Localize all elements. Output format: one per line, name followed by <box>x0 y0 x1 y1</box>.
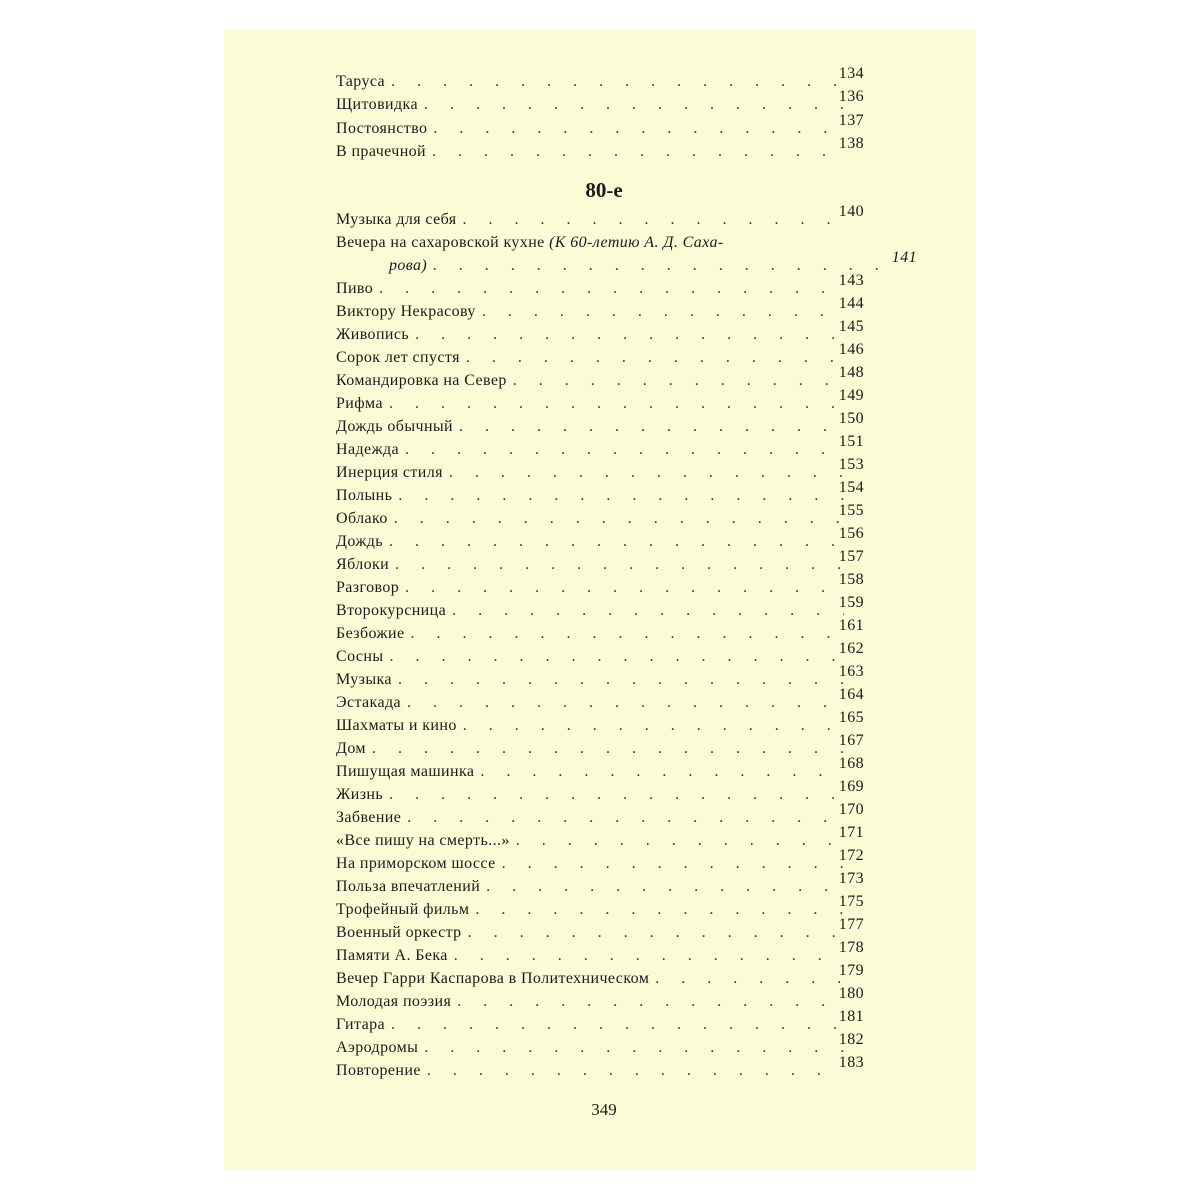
toc-entry-page: 177 <box>838 916 864 933</box>
toc-leader-dots <box>394 509 844 529</box>
toc-entry-title-text: Второкурсница <box>336 602 447 619</box>
toc-entry <box>336 364 864 391</box>
toc-entry-title-text: Эстакада <box>336 694 402 711</box>
toc-entry-page: 145 <box>838 318 864 335</box>
toc-leader-dots <box>459 417 844 437</box>
toc-entry-title-text: Польза впечатлений <box>336 878 481 895</box>
toc-entry-title <box>336 348 460 368</box>
toc-entry-title <box>336 302 476 322</box>
toc-entry-title-text: Музыка для себя <box>336 211 457 228</box>
toc-entry-page: 134 <box>838 65 864 82</box>
toc-leader-dots <box>379 279 844 299</box>
book-page <box>224 30 976 1170</box>
toc-entry-page: 144 <box>838 295 864 312</box>
toc-entry-title-text: Командировка на Север <box>336 372 507 389</box>
toc-entry-page: 153 <box>838 456 864 473</box>
toc-entry <box>336 272 864 299</box>
toc-entry-title-text: Вечер Гарри Каспарова в Политехническом <box>336 970 650 987</box>
toc-entry-title-text: Дом <box>336 740 366 757</box>
toc-entry-title <box>336 739 366 759</box>
toc-entry <box>336 341 864 368</box>
toc-entry-title <box>336 946 448 966</box>
toc-entry-title-text: Инерция стиля <box>336 464 443 481</box>
toc-entry-title-text: В прачечной <box>336 142 427 160</box>
toc-entry-title <box>336 509 388 529</box>
toc-entry-page: 158 <box>838 571 864 588</box>
toc-entry-page: 171 <box>838 824 864 841</box>
toc-entry-page: 179 <box>838 962 864 979</box>
toc-leader-dots <box>410 624 844 644</box>
toc-entry-title <box>336 900 469 920</box>
toc-entry-page: 140 <box>838 203 864 220</box>
toc-entry-title <box>336 854 496 874</box>
toc-entry-title-italic: рова) <box>389 257 428 274</box>
toc-leader-dots <box>424 95 844 115</box>
toc-entry-title <box>336 785 383 805</box>
toc-entry <box>389 249 917 276</box>
toc-entry-title <box>336 142 426 162</box>
toc-entry-title <box>336 463 443 483</box>
toc-entry <box>336 916 864 943</box>
toc-entry-page: 155 <box>838 502 864 519</box>
toc-entry-title <box>336 831 510 851</box>
toc-entry-page: 173 <box>838 870 864 887</box>
toc-entry <box>336 870 864 897</box>
toc-leader-dots <box>468 923 844 943</box>
toc-entry <box>336 318 864 345</box>
toc-entry-page: 163 <box>838 663 864 680</box>
toc-entry-title <box>336 325 409 345</box>
toc-entry-page: 148 <box>838 364 864 381</box>
toc-entry <box>336 571 864 598</box>
toc-entry-title <box>336 440 399 460</box>
toc-leader-dots <box>452 601 844 621</box>
toc-entry <box>336 65 864 92</box>
toc-entry-title <box>389 256 427 276</box>
toc-leader-dots <box>424 1038 844 1058</box>
toc-leader-dots <box>391 72 844 92</box>
toc-entry-title <box>336 555 389 575</box>
toc-leader-dots <box>463 210 844 230</box>
toc-entry-title-text: Разговор <box>336 579 400 596</box>
toc-entry-page: 183 <box>838 1054 864 1071</box>
toc-entry-title-text: Надежда <box>336 441 399 458</box>
toc-entry-title-text: Рифма <box>336 395 383 412</box>
toc-entry-title-text: Сорок лет спустя <box>336 349 460 366</box>
toc-entry <box>336 893 864 920</box>
toc-entry <box>336 111 864 139</box>
toc-entry-title-text: Сосны <box>336 648 384 665</box>
toc-entry-title-text: Пишущая машинка <box>336 763 475 780</box>
toc-entry-title-italic: (К 60-летию А. Д. Саха- <box>549 234 724 251</box>
toc-entry <box>336 732 864 759</box>
toc-entry-title <box>336 762 474 782</box>
toc-entry-title-text: Трофейный фильм <box>336 901 470 918</box>
toc-entry-page: 162 <box>838 640 864 657</box>
toc-entry-title-text: «Все пишу на смерть...» <box>336 832 510 849</box>
toc-entry-title-text: Музыка <box>336 671 392 688</box>
toc-entry <box>336 939 864 966</box>
toc-entry-page: 175 <box>838 893 864 910</box>
toc-entry-title <box>336 992 451 1012</box>
toc-entry <box>336 663 864 690</box>
toc-entry-page: 143 <box>838 272 864 289</box>
toc-entry <box>336 433 864 460</box>
toc-entry <box>336 640 864 667</box>
toc-entry-title-text: Виктору Некрасову <box>336 303 476 320</box>
toc-entry-page: 154 <box>838 479 864 496</box>
toc-leader-dots <box>427 1061 844 1081</box>
toc-entry <box>336 985 864 1012</box>
toc-entry-title <box>336 279 373 299</box>
toc-entry-page: 136 <box>838 88 864 106</box>
toc-entry-page: 137 <box>838 111 864 129</box>
toc-entry <box>336 617 864 644</box>
toc-leader-dots <box>389 785 844 805</box>
toc-entry-title-text: Военный оркестр <box>336 924 462 941</box>
toc-entry-page: 168 <box>838 755 864 772</box>
toc-entry-title-text: Живопись <box>336 326 410 343</box>
toc-entry-title-text: Гитара <box>336 1016 385 1033</box>
toc-entry-title-text: Таруса <box>336 73 386 90</box>
toc-leader-dots <box>516 831 844 851</box>
toc-entry <box>336 778 864 805</box>
toc-entry-page: 159 <box>838 594 864 611</box>
toc-entry <box>336 847 864 874</box>
toc-entry-title <box>336 1038 418 1058</box>
toc-entry-page: 170 <box>838 801 864 818</box>
toc-entry-page: 146 <box>838 341 864 358</box>
toc-entry-title <box>336 670 392 690</box>
toc-entry <box>336 594 864 621</box>
toc-leader-dots <box>457 992 844 1012</box>
toc-entry-title <box>336 1061 421 1081</box>
toc-leader-dots <box>482 302 844 322</box>
toc-entry <box>336 387 864 414</box>
toc-entry-title <box>336 923 462 943</box>
toc-entry-title-text: Безбожие <box>336 625 405 642</box>
toc-entry-title <box>336 1015 385 1035</box>
toc-entry-title <box>336 72 385 92</box>
toc-entry-page: 178 <box>838 939 864 956</box>
toc-leader-dots <box>405 578 844 598</box>
toc-entry-page: 156 <box>838 525 864 542</box>
toc-entry-title <box>336 647 383 667</box>
toc-entry-title <box>336 371 507 391</box>
toc-entry <box>336 1008 864 1035</box>
page-number: 349 <box>591 1100 617 1119</box>
toc-entry-page: 150 <box>838 410 864 427</box>
toc-entry <box>336 295 864 322</box>
toc-leader-dots <box>389 532 844 552</box>
toc-entry-page: 141 <box>891 249 917 266</box>
toc-entry-title-text: Забвение <box>336 809 402 826</box>
toc-entry <box>336 231 850 253</box>
toc-entry <box>336 755 864 782</box>
toc-entry-title <box>336 601 446 621</box>
toc-leader-dots <box>405 440 844 460</box>
toc-entry <box>336 134 864 162</box>
toc-entry-page: 157 <box>838 548 864 565</box>
toc-entry <box>336 456 864 483</box>
toc-entry <box>336 502 864 529</box>
toc-leader-dots <box>389 647 844 667</box>
toc-leader-dots <box>466 348 844 368</box>
toc-leader-dots <box>513 371 844 391</box>
toc-entry-title <box>336 95 418 115</box>
toc-entry-title-text: Дождь обычный <box>336 418 454 435</box>
toc-entry-title <box>336 578 399 598</box>
toc-leader-dots <box>395 555 844 575</box>
toc-entry-title <box>336 877 480 897</box>
toc-leader-dots <box>486 877 844 897</box>
toc-entry <box>336 525 864 552</box>
toc-leader-dots <box>407 693 844 713</box>
toc-entry <box>336 1031 864 1058</box>
toc-entry-title-text: Яблоки <box>336 556 390 573</box>
toc-entry-title-text: Памяти А. Бека <box>336 947 448 964</box>
toc-entry-title-text: Полынь <box>336 487 393 504</box>
toc-entry-title <box>336 394 383 414</box>
toc-entry-page: 180 <box>838 985 864 1002</box>
toc-entry-title-text: Повторение <box>336 1062 421 1079</box>
toc-leader-dots <box>398 486 844 506</box>
toc-entry <box>336 824 864 851</box>
toc-leader-dots <box>454 946 844 966</box>
toc-entry-page: 182 <box>838 1031 864 1048</box>
toc-entry-title-text: Шахматы и кино <box>336 717 457 734</box>
toc-leader-dots <box>449 463 844 483</box>
toc-leader-dots <box>480 762 844 782</box>
toc-entry-title <box>336 233 724 253</box>
toc-entry-title-text: Пиво <box>336 280 374 297</box>
toc-entry <box>336 548 864 575</box>
toc-entry-page: 165 <box>838 709 864 726</box>
toc-entry-title <box>336 486 392 506</box>
toc-entry-title-text: На приморском шоссе <box>336 855 496 872</box>
toc-entry-title-text: Постоянство <box>336 119 428 137</box>
toc-entry-page: 151 <box>838 433 864 450</box>
toc-entry-title <box>336 716 457 736</box>
toc-entry-title <box>336 532 383 552</box>
toc-entry-title <box>336 969 649 989</box>
toc-entry <box>336 1054 864 1081</box>
toc-entry-page: 149 <box>838 387 864 404</box>
toc-entry-title-text: Дождь <box>336 533 384 550</box>
toc-entry <box>336 709 864 736</box>
toc-entry <box>336 88 864 115</box>
toc-entry-page: 172 <box>838 847 864 864</box>
toc-entry-page: 169 <box>838 778 864 795</box>
toc-entry-title-text: Молодая поэзия <box>336 993 452 1010</box>
toc-leader-dots <box>391 1015 844 1035</box>
toc-entry <box>336 203 864 230</box>
toc-leader-dots <box>372 739 844 759</box>
toc-leader-dots <box>432 142 844 162</box>
toc-entry-title-text: Щитовидка <box>336 96 418 114</box>
toc-entry-title <box>336 119 427 139</box>
toc-entry <box>336 962 864 989</box>
toc-entry-title-text: Облако <box>336 510 388 527</box>
toc-entry-page: 164 <box>838 686 864 703</box>
toc-leader-dots <box>433 119 844 139</box>
toc-entry <box>336 410 864 437</box>
toc-leader-dots <box>389 394 844 414</box>
toc-entry-title <box>336 808 401 828</box>
toc-leader-dots <box>415 325 844 345</box>
toc-entry <box>336 479 864 506</box>
toc-entry-title-text: Аэродромы <box>336 1039 419 1056</box>
toc-entry-title <box>336 417 453 437</box>
toc-entry-title-text: Жизнь <box>336 786 384 803</box>
toc-entry-page: 167 <box>838 732 864 749</box>
toc-entry-title-text: Вечера на сахаровской кухне <box>336 234 545 251</box>
toc-entry <box>336 686 864 713</box>
toc-entry-title <box>336 624 404 644</box>
toc-entry-title <box>336 693 401 713</box>
toc-leader-dots <box>398 670 844 690</box>
toc-leader-dots <box>463 716 844 736</box>
toc-leader-dots <box>502 854 844 874</box>
toc-leader-dots <box>655 969 844 989</box>
toc-entry-page: 161 <box>838 617 864 634</box>
toc-leader-dots <box>475 900 844 920</box>
toc-entry-title <box>336 210 457 230</box>
toc-entry-page: 138 <box>838 134 864 152</box>
toc-leader-dots <box>407 808 844 828</box>
section-heading: 80-е <box>585 178 623 202</box>
toc-entry-page: 181 <box>838 1008 864 1025</box>
toc-entry <box>336 801 864 828</box>
